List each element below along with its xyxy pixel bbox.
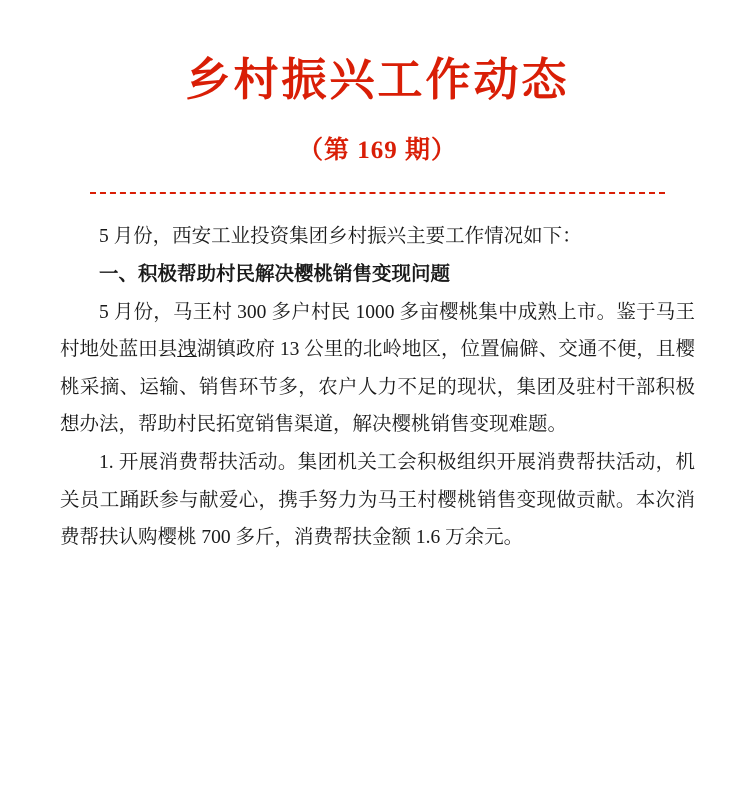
issue-number: （第 169 期）	[297, 137, 457, 165]
page-title: 乡村振兴工作动态	[185, 55, 570, 105]
paragraph-text-underlined: 洩	[177, 339, 197, 361]
paragraph-text-part-a: 5 月份，马王村 300 多户村民 1000 多亩樱桃集中成熟上市。鉴于马王村地处蓝田县	[60, 301, 695, 361]
red-divider	[90, 192, 665, 194]
paragraph-item-1: 1. 开展消费帮扶活动。集团机关工会积极组织开展消费帮扶活动，机关员工踊跃参与献爱心，携手努力为马王村樱桃销售变现做贡献。本次消费帮扶认购樱桃 700 多斤，消费帮扶金额 1.6 万余元。	[60, 452, 695, 549]
document-body	[60, 218, 695, 557]
paragraph-text-part-c: 湖镇政府 13 公里的北岭地区，位置偏僻、交通不便，且樱桃采摘、运输、销售环节多，农户人力不足的现状，集团及驻村干部积极想办法，帮助村民拓宽销售渠道，解决樱桃销售变现难题。	[60, 339, 695, 436]
paragraph-intro: 5 月份，西安工业投资集团乡村振兴主要工作情况如下：	[99, 226, 582, 248]
paragraph-section1-body	[60, 294, 695, 445]
document-page	[0, 52, 755, 795]
section-heading-1: 一、积极帮助村民解决樱桃销售变现问题	[99, 263, 451, 285]
